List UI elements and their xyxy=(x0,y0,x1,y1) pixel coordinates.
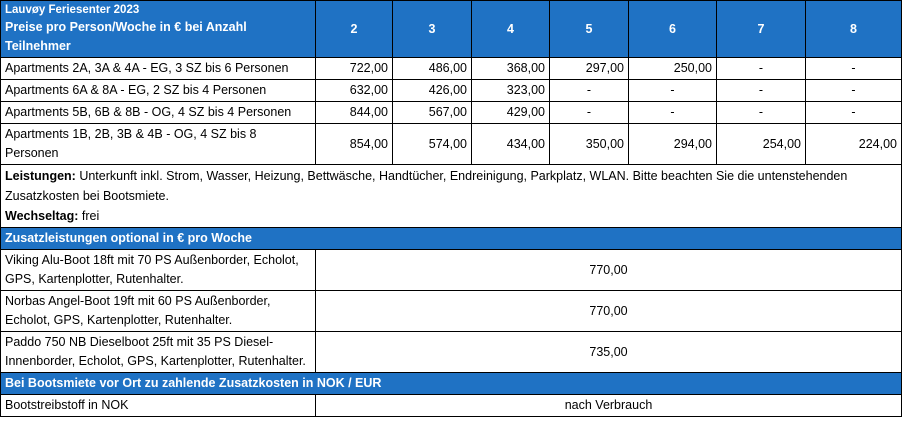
resort-title: Lauvøy Feriesenter 2023 xyxy=(5,4,140,16)
price-cell: - xyxy=(629,80,717,102)
leistungen-text: Unterkunft inkl. Strom, Wasser, Heizung, Bettwäsche, Handtücher, Endreinigung, Parkplatz, WLAN. Bitte beachten Sie die untenstehenden Zusatzkosten bei Bootsmiete. xyxy=(5,169,848,203)
table-row xyxy=(1,124,902,165)
table-row xyxy=(1,102,902,124)
price-cell: 224,00 xyxy=(806,124,902,165)
price-cell: 567,00 xyxy=(393,102,472,124)
price-cell: 350,00 xyxy=(550,124,629,165)
header-title-cell xyxy=(1,1,316,58)
extras-header-row xyxy=(1,228,902,250)
price-cell: 294,00 xyxy=(629,124,717,165)
local-cost-label: Bootstreibstoff in NOK xyxy=(1,395,316,417)
header-col-8: 8 xyxy=(806,1,902,58)
price-cell: 854,00 xyxy=(316,124,393,165)
price-cell: - xyxy=(806,58,902,80)
price-cell: 250,00 xyxy=(629,58,717,80)
local-costs-title: Bei Bootsmiete vor Ort zu zahlende Zusatzkosten in NOK / EUR xyxy=(1,373,902,395)
price-cell: - xyxy=(717,80,806,102)
header-col-4: 4 xyxy=(472,1,550,58)
price-cell: 574,00 xyxy=(393,124,472,165)
wechseltag-note xyxy=(5,206,897,226)
price-cell: 722,00 xyxy=(316,58,393,80)
table-row xyxy=(1,80,902,102)
extra-label: Paddo 750 NB Dieselboot 25ft mit 35 PS Diesel-Innenborder, Echolot, GPS, Kartenplotter, Rutenhalter. xyxy=(1,332,316,373)
row-label: Apartments 1B, 2B, 3B & 4B - OG, 4 SZ bis 8 Personen xyxy=(1,124,316,165)
leistungen-note xyxy=(5,166,897,206)
extras-row xyxy=(1,332,902,373)
price-cell: 434,00 xyxy=(472,124,550,165)
price-cell: 323,00 xyxy=(472,80,550,102)
wechseltag-label: Wechseltag: xyxy=(5,209,79,223)
header-col-5: 5 xyxy=(550,1,629,58)
price-cell: - xyxy=(806,102,902,124)
local-cost-value: nach Verbrauch xyxy=(316,395,902,417)
extras-title: Zusatzleistungen optional in € pro Woche xyxy=(1,228,902,250)
local-costs-row xyxy=(1,395,902,417)
row-label: Apartments 2A, 3A & 4A - EG, 3 SZ bis 6 Personen xyxy=(1,58,316,80)
extra-price: 735,00 xyxy=(316,332,902,373)
price-cell: 254,00 xyxy=(717,124,806,165)
price-cell: - xyxy=(550,80,629,102)
price-cell: - xyxy=(717,102,806,124)
header-col-7: 7 xyxy=(717,1,806,58)
extras-row xyxy=(1,291,902,332)
wechseltag-value: frei xyxy=(78,209,100,223)
notes-row xyxy=(1,165,902,228)
extras-row xyxy=(1,250,902,291)
price-cell: 632,00 xyxy=(316,80,393,102)
table-row xyxy=(1,58,902,80)
header-col-6: 6 xyxy=(629,1,717,58)
price-cell: 844,00 xyxy=(316,102,393,124)
header-row xyxy=(1,1,902,58)
row-label: Apartments 6A & 8A - EG, 2 SZ bis 4 Personen xyxy=(1,80,316,102)
leistungen-label: Leistungen: xyxy=(5,169,76,183)
notes-cell xyxy=(1,165,902,228)
price-cell: - xyxy=(629,102,717,124)
price-description: Preise pro Person/Woche in € bei Anzahl Teilnehmer xyxy=(5,20,247,53)
header-col-3: 3 xyxy=(393,1,472,58)
price-cell: 297,00 xyxy=(550,58,629,80)
price-cell: 368,00 xyxy=(472,58,550,80)
price-cell: 426,00 xyxy=(393,80,472,102)
local-costs-header-row xyxy=(1,373,902,395)
extra-label: Norbas Angel-Boot 19ft mit 60 PS Außenborder, Echolot, GPS, Kartenplotter, Rutenhalter. xyxy=(1,291,316,332)
header-col-2: 2 xyxy=(316,1,393,58)
extra-price: 770,00 xyxy=(316,291,902,332)
price-cell: 486,00 xyxy=(393,58,472,80)
extra-price: 770,00 xyxy=(316,250,902,291)
extra-label: Viking Alu-Boot 18ft mit 70 PS Außenborder, Echolot, GPS, Kartenplotter, Rutenhalter. xyxy=(1,250,316,291)
price-cell: - xyxy=(717,58,806,80)
row-label: Apartments 5B, 6B & 8B - OG, 4 SZ bis 4 Personen xyxy=(1,102,316,124)
price-cell: 429,00 xyxy=(472,102,550,124)
price-cell: - xyxy=(550,102,629,124)
price-cell: - xyxy=(806,80,902,102)
